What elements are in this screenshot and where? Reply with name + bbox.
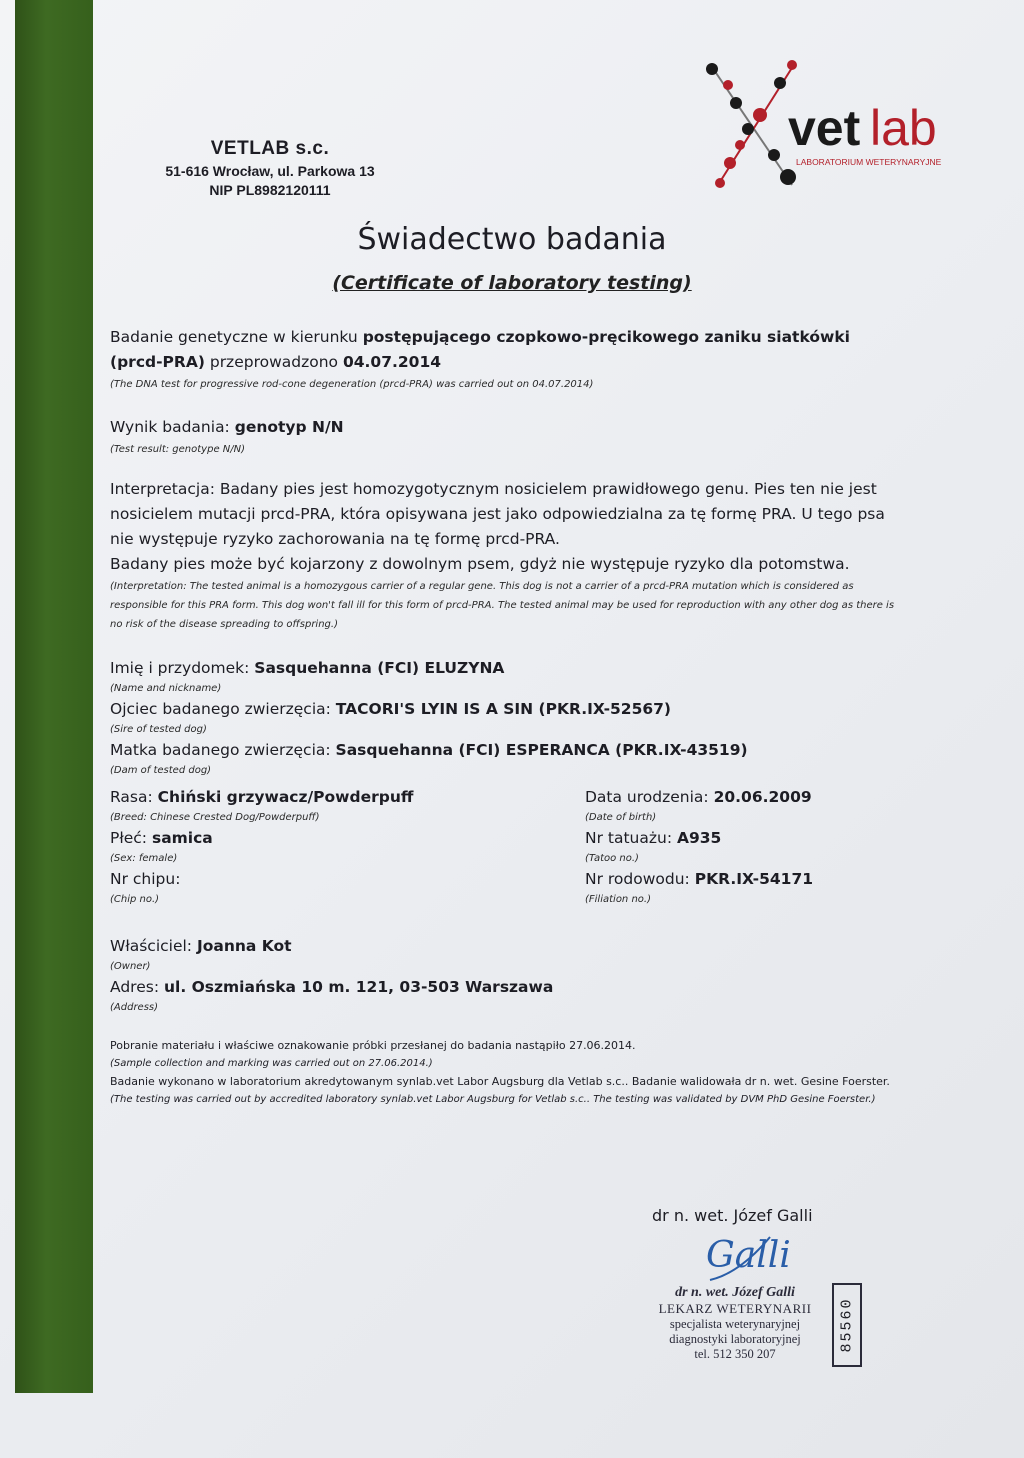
animal-dob-en: (Date of birth)	[585, 812, 657, 823]
animal-pedigree: Nr rodowodu: PKR.IX-54171	[585, 870, 814, 888]
company-header	[150, 138, 390, 198]
lab-note-en: (The testing was carried out by accredited laboratory synlab.vet Labor Augsburg for Vetlab s.c.. The testing was validated by DVM PhD Gesine Foerster.)	[110, 1094, 876, 1105]
stamp-number: 85560	[838, 1297, 856, 1353]
signatory-name: dr n. wet. Józef Galli	[652, 1206, 813, 1225]
vetlab-logo	[700, 55, 950, 195]
animal-details-left	[110, 786, 570, 909]
interpretation-text-2: Badany pies może być kojarzony z dowolnym psem, gdyż nie występuje ryzyko dla potomstwa.	[110, 555, 850, 573]
stamp-phone: tel. 512 350 207	[694, 1347, 776, 1361]
sample-note-en: (Sample collection and marking was carried out on 27.06.2014.)	[110, 1058, 433, 1069]
animal-dam-en: (Dam of tested dog)	[110, 765, 212, 776]
stamp-line-2: diagnostyki laboratoryjnej	[669, 1332, 801, 1346]
animal-section	[110, 657, 900, 780]
interpretation-en: (Interpretation: The tested animal is a homozygous carrier of a regular gene. This dog is not a carrier of a prcd-PRA mutation which is considered as responsible for this PRA form. This dog won't fall ill for this form of prcd-PRA. The tested animal may be used for reproduction with any other dog as there is no risk of the disease spreading to offspring.)	[110, 581, 895, 630]
stamp-number-box	[832, 1283, 862, 1367]
company-name: VETLAB s.c.	[210, 138, 330, 159]
page-title: Świadectwo badania	[357, 222, 667, 257]
stamp-name: dr n. wet. Józef Galli	[675, 1285, 795, 1300]
interpretation-text: Interpretacja: Badany pies jest homozygotycznym nosicielem prawidłowego genu. Pies ten nie jest nosicielem mutacji prcd-PRA, która opisywana jest jako odpowiedzialna za tę formę PRA. U tego psa nie występuje ryzyko zachorowania na tę formę prcd-PRA.	[110, 480, 885, 548]
result-section	[110, 415, 900, 459]
page-subtitle: (Certificate of laboratory testing)	[332, 272, 692, 294]
owner-address-en: (Address)	[110, 1002, 159, 1013]
animal-details-right	[585, 786, 925, 909]
animal-breed-en: (Breed: Chinese Crested Dog/Powderpuff)	[110, 812, 320, 823]
animal-chip: Nr chipu:	[110, 870, 181, 888]
svg-text:Galli: Galli	[706, 1235, 791, 1276]
logo-wordmark-bold: vet	[788, 100, 861, 156]
test-result-en: (Test result: genotype N/N)	[110, 444, 245, 455]
animal-tattoo-en: (Tatoo no.)	[585, 853, 639, 864]
company-nip: NIP PL8982120111	[209, 182, 331, 198]
animal-name-en: (Name and nickname)	[110, 683, 222, 694]
stamp-line-1: specjalista weterynaryjnej	[669, 1317, 801, 1331]
doctor-stamp	[640, 1285, 830, 1362]
owner-name-en: (Owner)	[110, 961, 151, 972]
interpretation-section	[110, 477, 900, 634]
animal-chip-en: (Chip no.)	[110, 894, 160, 905]
animal-name: Imię i przydomek: Sasquehanna (FCI) ELUZYNA	[110, 659, 505, 677]
animal-dob: Data urodzenia: 20.06.2009	[585, 788, 812, 806]
stamp-title: LEKARZ WETERYNARII	[658, 1301, 812, 1316]
animal-sex: Płeć: samica	[110, 829, 213, 847]
animal-dam: Matka badanego zwierzęcia: Sasquehanna (FCI) ESPERANCA (PKR.IX-43519)	[110, 741, 748, 759]
test-result: Wynik badania: genotyp N/N	[110, 418, 344, 436]
lab-note: Badanie wykonano w laboratorium akredytowanym synlab.vet Labor Augsburg dla Vetlab s.c.. Badanie walidowała dr n. wet. Gesine Foerster.	[110, 1075, 890, 1088]
company-address: 51-616 Wrocław, ul. Parkowa 13	[165, 163, 375, 179]
animal-pedigree-en: (Filiation no.)	[585, 894, 651, 905]
owner-name: Właściciel: Joanna Kot	[110, 937, 292, 955]
test-description-en: (The DNA test for progressive rod-cone degeneration (prcd-PRA) was carried out on 04.07.2014)	[110, 379, 594, 390]
animal-breed: Rasa: Chiński grzywacz/Powderpuff	[110, 788, 414, 806]
sample-note: Pobranie materiału i właściwe oznakowanie próbki przesłanej do badania nastąpiło 27.06.2014.	[110, 1039, 636, 1052]
animal-tattoo: Nr tatuażu: A935	[585, 829, 722, 847]
handwritten-signature	[700, 1225, 810, 1285]
dna-helix-icon	[706, 60, 797, 188]
test-description: Badanie genetyczne w kierunku postępującego czopkowo-pręcikowego zaniku siatkówki (prcd-PRA) przeprowadzono 04.07.2014	[110, 328, 850, 371]
logo-wordmark-light: lab	[870, 100, 937, 156]
animal-sire-en: (Sire of tested dog)	[110, 724, 207, 735]
animal-sire: Ojciec badanego zwierzęcia: TACORI'S LYIN IS A SIN (PKR.IX-52567)	[110, 700, 672, 718]
animal-sex-en: (Sex: female)	[110, 853, 178, 864]
logo-tagline: LABORATORIUM WETERYNARYJNE	[796, 157, 942, 167]
green-side-bar	[15, 0, 93, 1393]
owner-section	[110, 935, 900, 1017]
notes-section	[110, 1037, 920, 1109]
owner-address: Adres: ul. Oszmiańska 10 m. 121, 03-503 Warszawa	[110, 978, 554, 996]
test-section	[110, 325, 900, 394]
